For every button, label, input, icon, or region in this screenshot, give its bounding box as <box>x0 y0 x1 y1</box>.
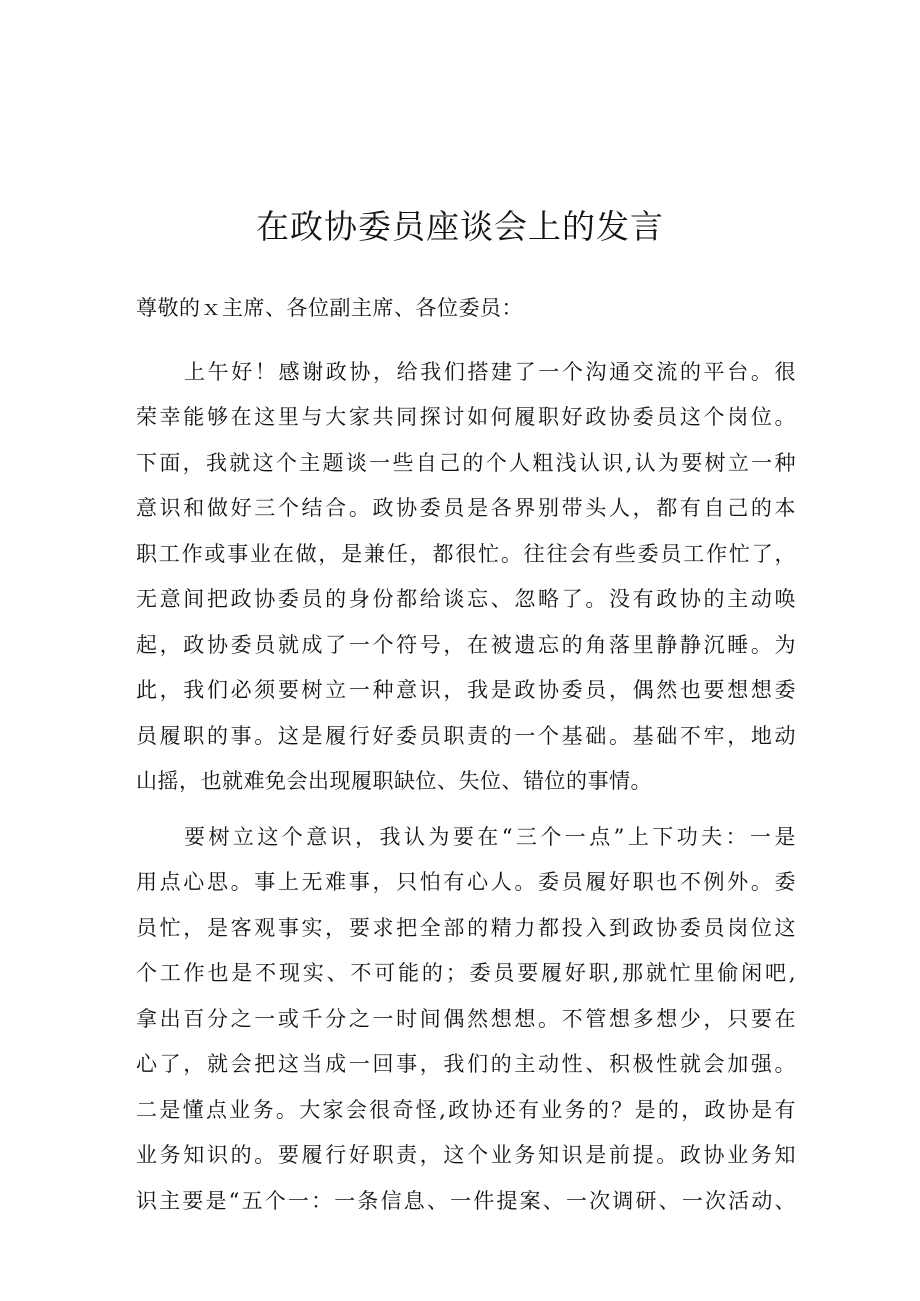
paragraph-line: 此，我们必须要树立一种意识，我是政协委员，偶然也要想想委 <box>136 678 796 702</box>
paragraph-line: 个工作也是不现实、不可能的；委员要履好职,那就忙里偷闲吧, <box>136 961 796 985</box>
paragraph-1 <box>136 350 796 805</box>
paragraph-line: 拿出百分之一或千分之一时间偶然想想。不管想多想少，只要在 <box>136 1006 796 1031</box>
paragraph-line: 员忙，是客观事实，要求把全部的精力都投入到政协委员岗位这 <box>136 915 796 940</box>
page-title: 在政协委员座谈会上的发言 <box>256 207 664 246</box>
paragraph-line: 意识和做好三个结合。政协委员是各界别带头人，都有自己的本 <box>136 496 796 520</box>
paragraph-line: 心了，就会把这当成一回事，我们的主动性、积极性就会加强。 <box>136 1052 796 1076</box>
paragraph-2 <box>136 815 796 1225</box>
paragraph-line: 下面，我就这个主题谈一些自己的个人粗浅认识,认为要树立一种 <box>136 450 796 475</box>
paragraph-line: 上午好！感谢政协，给我们搭建了一个沟通交流的平台。很 <box>184 359 796 384</box>
spacer <box>136 805 796 815</box>
paragraph-line: 荣幸能够在这里与大家共同探讨如何履职好政协委员这个岗位。 <box>136 405 796 429</box>
speech-body <box>136 286 796 1224</box>
paragraph-line: 识主要是“五个一：一条信息、一件提案、一次调研、一次活动、 <box>136 1188 796 1213</box>
paragraph-line: 无意间把政协委员的身份都给谈忘、忽略了。没有政协的主动唤 <box>136 587 796 611</box>
paragraph-line: 员履职的事。这是履行好委员职责的一个基础。基础不牢，地动 <box>136 723 796 748</box>
paragraph-line: 用点心思。事上无难事，只怕有心人。委员履好职也不例外。委 <box>136 870 796 894</box>
paragraph-line: 起，政协委员就成了一个符号，在被遗忘的角落里静静沉睡。为 <box>136 632 796 657</box>
salutation: 尊敬的ｘ主席、各位副主席、各位委员： <box>136 296 523 320</box>
paragraph-line: 职工作或事业在做，是兼任，都很忙。往往会有些委员工作忙了， <box>136 541 796 566</box>
spacer <box>136 332 796 350</box>
paragraph-line: 山摇，也就难免会出现履职缺位、失位、错位的事情。 <box>136 769 652 793</box>
paragraph-line: 二是懂点业务。大家会很奇怪,政协还有业务的？是的，政协是有 <box>136 1097 796 1122</box>
paragraph-line: 要树立这个意识，我认为要在“三个一点”上下功夫：一是 <box>184 824 796 849</box>
paragraph-line: 业务知识的。要履行好职责，这个业务知识是前提。政协业务知 <box>136 1143 796 1167</box>
